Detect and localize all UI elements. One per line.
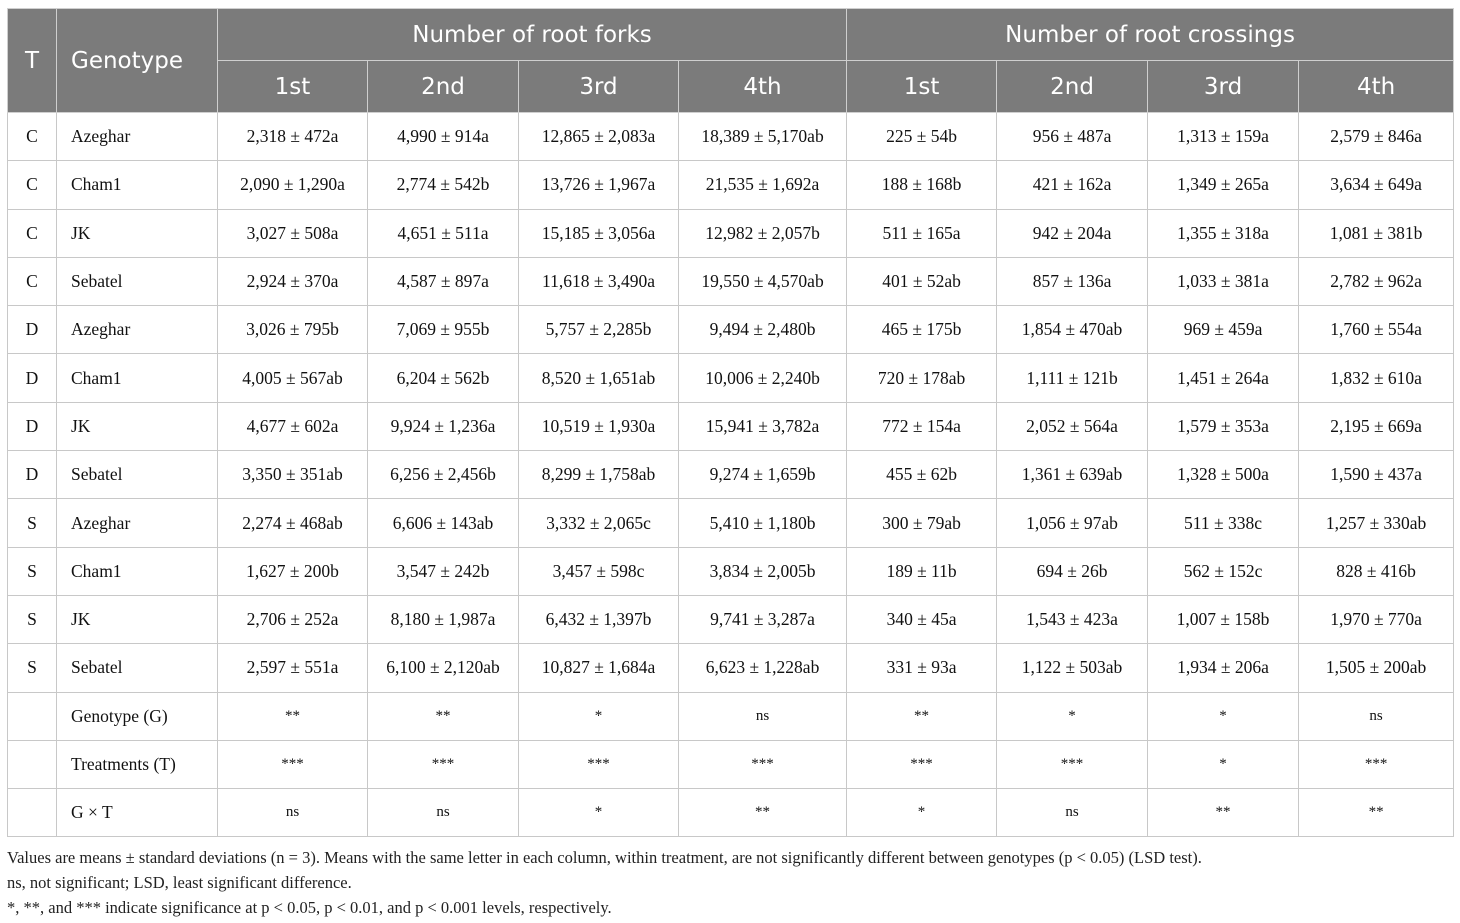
cell-treatment: C (8, 257, 57, 305)
cell-significance: ns (1299, 692, 1454, 740)
cell-value: 8,299 ± 1,758ab (519, 451, 679, 499)
cell-value: 2,774 ± 542b (368, 161, 519, 209)
cell-value: 188 ± 168b (847, 161, 997, 209)
cell-value: 4,990 ± 914a (368, 113, 519, 161)
table-row (8, 499, 1454, 547)
results-table (7, 8, 1454, 837)
cell-value: 942 ± 204a (997, 209, 1148, 257)
cell-significance: *** (1299, 740, 1454, 788)
cell-value: 4,651 ± 511a (368, 209, 519, 257)
cell-value: 6,100 ± 2,120ab (368, 644, 519, 692)
cell-value: 4,587 ± 897a (368, 257, 519, 305)
footnote: Values are means ± standard deviations (n = 3). Means with the same letter in each column, within treatment, are not significantly different between genotypes (p < 0.05) (LSD test). (7, 848, 1202, 867)
cell-value: 1,451 ± 264a (1148, 354, 1299, 402)
cell-value: 1,505 ± 200ab (1299, 644, 1454, 692)
cell-value: 4,677 ± 602a (218, 402, 368, 450)
cell-value: 15,941 ± 3,782a (679, 402, 847, 450)
cell-value: 511 ± 338c (1148, 499, 1299, 547)
cell-factor: Treatments (T) (57, 740, 218, 788)
stat-row (8, 692, 1454, 740)
cell-value: 13,726 ± 1,967a (519, 161, 679, 209)
cell-value: 2,706 ± 252a (218, 595, 368, 643)
table-row (8, 595, 1454, 643)
header-period: 3rd (1148, 61, 1299, 113)
cell-value: 3,834 ± 2,005b (679, 547, 847, 595)
table-row (8, 644, 1454, 692)
cell-value: 189 ± 11b (847, 547, 997, 595)
cell-value: 511 ± 165a (847, 209, 997, 257)
cell-value: 3,350 ± 351ab (218, 451, 368, 499)
cell-value: 2,579 ± 846a (1299, 113, 1454, 161)
cell-value: 5,757 ± 2,285b (519, 306, 679, 354)
cell-value: 969 ± 459a (1148, 306, 1299, 354)
cell-value: 1,033 ± 381a (1148, 257, 1299, 305)
cell-significance: * (519, 789, 679, 837)
cell-value: 2,782 ± 962a (1299, 257, 1454, 305)
table-row (8, 547, 1454, 595)
cell-value: 3,457 ± 598c (519, 547, 679, 595)
cell-treatment: C (8, 209, 57, 257)
header-genotype: Genotype (57, 9, 218, 113)
cell-value: 331 ± 93a (847, 644, 997, 692)
table-header (8, 9, 1454, 113)
cell-treatment: S (8, 499, 57, 547)
header-period: 4th (679, 61, 847, 113)
cell-value: 6,606 ± 143ab (368, 499, 519, 547)
cell-significance: ** (218, 692, 368, 740)
header-period: 3rd (519, 61, 679, 113)
cell-value: 10,519 ± 1,930a (519, 402, 679, 450)
cell-value: 401 ± 52ab (847, 257, 997, 305)
cell-value: 12,865 ± 2,083a (519, 113, 679, 161)
cell-value: 2,274 ± 468ab (218, 499, 368, 547)
cell-value: 19,550 ± 4,570ab (679, 257, 847, 305)
header-t: T (8, 9, 57, 113)
cell-value: 9,741 ± 3,287a (679, 595, 847, 643)
cell-value: 1,313 ± 159a (1148, 113, 1299, 161)
cell-value: 340 ± 45a (847, 595, 997, 643)
footnote: *, **, and *** indicate significance at p < 0.05, p < 0.01, and p < 0.001 levels, respectively. (7, 898, 612, 917)
cell-value: 828 ± 416b (1299, 547, 1454, 595)
cell-value: 8,520 ± 1,651ab (519, 354, 679, 402)
cell-significance: ns (368, 789, 519, 837)
cell-value: 1,832 ± 610a (1299, 354, 1454, 402)
cell-significance: * (519, 692, 679, 740)
cell-treatment: D (8, 354, 57, 402)
cell-value: 2,195 ± 669a (1299, 402, 1454, 450)
cell-value: 4,005 ± 567ab (218, 354, 368, 402)
cell-value: 18,389 ± 5,170ab (679, 113, 847, 161)
header-period: 4th (1299, 61, 1454, 113)
cell-significance: ns (679, 692, 847, 740)
cell-significance: * (1148, 740, 1299, 788)
cell-significance: ** (368, 692, 519, 740)
cell-value: 1,355 ± 318a (1148, 209, 1299, 257)
cell-genotype: Sebatel (57, 644, 218, 692)
cell-genotype: Cham1 (57, 354, 218, 402)
cell-value: 300 ± 79ab (847, 499, 997, 547)
cell-significance: ** (1148, 789, 1299, 837)
cell-factor: Genotype (G) (57, 692, 218, 740)
cell-significance: *** (368, 740, 519, 788)
cell-treatment: S (8, 644, 57, 692)
cell-value: 11,618 ± 3,490a (519, 257, 679, 305)
header-period: 1st (218, 61, 368, 113)
cell-value: 6,432 ± 1,397b (519, 595, 679, 643)
cell-value: 21,535 ± 1,692a (679, 161, 847, 209)
cell-value: 3,332 ± 2,065c (519, 499, 679, 547)
cell-value: 3,026 ± 795b (218, 306, 368, 354)
cell-value: 8,180 ± 1,987a (368, 595, 519, 643)
cell-value: 1,122 ± 503ab (997, 644, 1148, 692)
cell-value: 1,081 ± 381b (1299, 209, 1454, 257)
cell-genotype: Cham1 (57, 547, 218, 595)
header-root-forks: Number of root forks (218, 9, 847, 61)
cell-value: 6,256 ± 2,456b (368, 451, 519, 499)
cell-significance: ** (847, 692, 997, 740)
cell-genotype: JK (57, 595, 218, 643)
cell-value: 1,111 ± 121b (997, 354, 1148, 402)
cell-genotype: Cham1 (57, 161, 218, 209)
cell-treatment (8, 789, 57, 837)
cell-treatment: C (8, 161, 57, 209)
cell-value: 2,052 ± 564a (997, 402, 1148, 450)
cell-value: 1,361 ± 639ab (997, 451, 1148, 499)
table-footnotes (7, 845, 1453, 920)
cell-value: 1,056 ± 97ab (997, 499, 1148, 547)
cell-value: 421 ± 162a (997, 161, 1148, 209)
cell-value: 1,579 ± 353a (1148, 402, 1299, 450)
stat-row (8, 740, 1454, 788)
cell-value: 1,627 ± 200b (218, 547, 368, 595)
cell-genotype: Azeghar (57, 113, 218, 161)
cell-value: 2,924 ± 370a (218, 257, 368, 305)
cell-value: 9,924 ± 1,236a (368, 402, 519, 450)
table-row (8, 161, 1454, 209)
cell-value: 1,328 ± 500a (1148, 451, 1299, 499)
cell-value: 3,027 ± 508a (218, 209, 368, 257)
cell-significance: *** (997, 740, 1148, 788)
cell-treatment: D (8, 402, 57, 450)
cell-value: 694 ± 26b (997, 547, 1148, 595)
cell-significance: ns (218, 789, 368, 837)
cell-value: 2,318 ± 472a (218, 113, 368, 161)
header-period: 2nd (997, 61, 1148, 113)
header-period: 2nd (368, 61, 519, 113)
header-period: 1st (847, 61, 997, 113)
cell-value: 956 ± 487a (997, 113, 1148, 161)
table-row (8, 209, 1454, 257)
footnote: ns, not significant; LSD, least significant difference. (7, 873, 352, 892)
table-row (8, 402, 1454, 450)
cell-significance: ** (1299, 789, 1454, 837)
cell-genotype: JK (57, 402, 218, 450)
cell-value: 3,547 ± 242b (368, 547, 519, 595)
cell-value: 1,760 ± 554a (1299, 306, 1454, 354)
cell-significance: ** (679, 789, 847, 837)
cell-significance: ns (997, 789, 1148, 837)
cell-value: 857 ± 136a (997, 257, 1148, 305)
cell-value: 9,494 ± 2,480b (679, 306, 847, 354)
cell-treatment: D (8, 451, 57, 499)
cell-value: 12,982 ± 2,057b (679, 209, 847, 257)
cell-value: 1,349 ± 265a (1148, 161, 1299, 209)
cell-value: 1,257 ± 330ab (1299, 499, 1454, 547)
cell-treatment: C (8, 113, 57, 161)
cell-significance: * (1148, 692, 1299, 740)
table-row (8, 257, 1454, 305)
cell-value: 2,090 ± 1,290a (218, 161, 368, 209)
cell-significance: *** (679, 740, 847, 788)
cell-value: 1,854 ± 470ab (997, 306, 1148, 354)
cell-value: 6,623 ± 1,228ab (679, 644, 847, 692)
cell-value: 10,006 ± 2,240b (679, 354, 847, 402)
cell-genotype: JK (57, 209, 218, 257)
cell-value: 10,827 ± 1,684a (519, 644, 679, 692)
cell-significance: *** (519, 740, 679, 788)
stat-row (8, 789, 1454, 837)
cell-value: 455 ± 62b (847, 451, 997, 499)
cell-value: 5,410 ± 1,180b (679, 499, 847, 547)
cell-significance: *** (218, 740, 368, 788)
header-root-crossings: Number of root crossings (847, 9, 1454, 61)
cell-genotype: Azeghar (57, 499, 218, 547)
cell-value: 1,543 ± 423a (997, 595, 1148, 643)
cell-treatment (8, 740, 57, 788)
cell-value: 465 ± 175b (847, 306, 997, 354)
cell-value: 9,274 ± 1,659b (679, 451, 847, 499)
table-body (8, 113, 1454, 837)
cell-value: 562 ± 152c (1148, 547, 1299, 595)
table-row (8, 113, 1454, 161)
cell-value: 1,007 ± 158b (1148, 595, 1299, 643)
cell-treatment: S (8, 547, 57, 595)
cell-significance: * (997, 692, 1148, 740)
cell-genotype: Azeghar (57, 306, 218, 354)
cell-value: 772 ± 154a (847, 402, 997, 450)
cell-significance: * (847, 789, 997, 837)
cell-significance: *** (847, 740, 997, 788)
cell-treatment (8, 692, 57, 740)
cell-genotype: Sebatel (57, 451, 218, 499)
cell-value: 1,970 ± 770a (1299, 595, 1454, 643)
cell-value: 225 ± 54b (847, 113, 997, 161)
table-row (8, 354, 1454, 402)
cell-genotype: Sebatel (57, 257, 218, 305)
cell-value: 720 ± 178ab (847, 354, 997, 402)
cell-treatment: S (8, 595, 57, 643)
cell-value: 7,069 ± 955b (368, 306, 519, 354)
cell-value: 3,634 ± 649a (1299, 161, 1454, 209)
cell-value: 15,185 ± 3,056a (519, 209, 679, 257)
table-row (8, 451, 1454, 499)
cell-factor: G × T (57, 789, 218, 837)
cell-value: 1,934 ± 206a (1148, 644, 1299, 692)
cell-value: 1,590 ± 437a (1299, 451, 1454, 499)
table-row (8, 306, 1454, 354)
cell-treatment: D (8, 306, 57, 354)
cell-value: 2,597 ± 551a (218, 644, 368, 692)
cell-value: 6,204 ± 562b (368, 354, 519, 402)
